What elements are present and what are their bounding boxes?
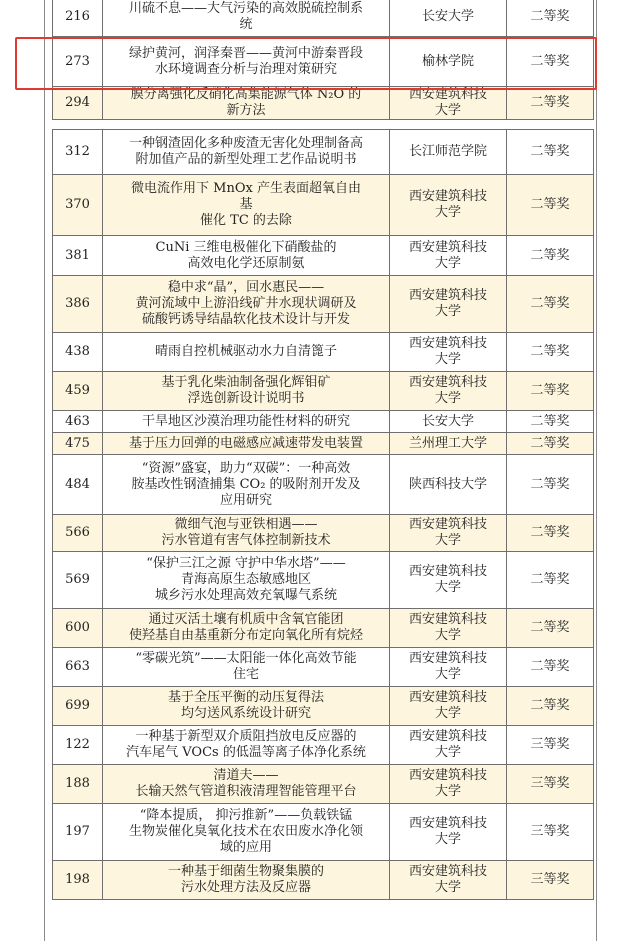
entry-number: 438 [53,333,103,372]
entry-number: 463 [53,411,103,433]
award-level: 二等奖 [507,372,594,411]
school-name: 西安建筑科技 大学 [390,552,507,609]
school-name: 长安大学 [390,0,507,37]
award-level: 二等奖 [507,648,594,687]
entry-number: 216 [53,0,103,37]
entry-number: 122 [53,726,103,765]
award-level: 二等奖 [507,0,594,37]
award-level: 三等奖 [507,726,594,765]
table-row [53,515,594,552]
award-level: 二等奖 [507,609,594,648]
highlight-box [15,37,597,90]
school-name: 西安建筑科技 大学 [390,687,507,726]
school-name: 西安建筑科技 大学 [390,804,507,861]
award-level: 二等奖 [507,333,594,372]
entry-number: 569 [53,552,103,609]
school-name: 西安建筑科技 大学 [390,861,507,900]
award-table-main [52,129,594,900]
award-level: 二等奖 [507,411,594,433]
table-row [53,861,594,900]
award-level: 三等奖 [507,804,594,861]
project-title: 微电流作用下 MnOx 产生表面超氧自由 基 催化 TC 的去除 [103,175,390,236]
table-row [53,609,594,648]
entry-number: 484 [53,455,103,515]
award-level: 二等奖 [507,37,594,87]
project-title: 通过灭活土壤有机质中含氧官能团 使羟基自由基重新分布定向氧化所有烷烃 [103,609,390,648]
award-level: 二等奖 [507,236,594,276]
award-level: 二等奖 [507,433,594,455]
entry-number: 381 [53,236,103,276]
school-name: 西安建筑科技 大学 [390,372,507,411]
project-title: 一种基于细菌生物聚集膜的 污水处理方法及反应器 [103,861,390,900]
school-name: 西安建筑科技 大学 [390,175,507,236]
award-level: 二等奖 [507,515,594,552]
table-row [53,0,594,37]
award-level: 三等奖 [507,765,594,804]
project-title: “零碳光筑”——太阳能一体化高效节能 住宅 [103,648,390,687]
school-name: 西安建筑科技 大学 [390,648,507,687]
entry-number: 475 [53,433,103,455]
entry-number: 197 [53,804,103,861]
project-title: 一种基于新型双介质阻挡放电反应器的 汽车尾气 VOCs 的低温等离子体净化系统 [103,726,390,765]
table-row [53,552,594,609]
table-row [53,333,594,372]
school-name: 长江师范学院 [390,130,507,175]
page-left-rule [44,0,45,941]
entry-number: 386 [53,276,103,333]
entry-number: 600 [53,609,103,648]
table-row [53,726,594,765]
project-title: “降本提质， 抑污推新”——负载铁锰 生物炭催化臭氧化技术在农田废水净化领 域的应用 [103,804,390,861]
project-title: 一种钢渣固化多种废渣无害化处理制备高 附加值产品的新型处理工艺作品说明书 [103,130,390,175]
entry-number: 294 [53,87,103,120]
project-title: 基于压力回弹的电磁感应减速带发电装置 [103,433,390,455]
table-row [53,276,594,333]
entry-number: 370 [53,175,103,236]
project-title: 晴雨自控机械驱动水力自清篦子 [103,333,390,372]
table-row [53,411,594,433]
school-name: 西安建筑科技 大学 [390,515,507,552]
award-level: 三等奖 [507,861,594,900]
table-row [53,236,594,276]
table-row [53,455,594,515]
project-title: 清道夫—— 长输天然气管道积液清理智能管理平台 [103,765,390,804]
school-name: 西安建筑科技 大学 [390,609,507,648]
school-name: 西安建筑科技 大学 [390,276,507,333]
entry-number: 459 [53,372,103,411]
project-title: 稳中求“晶”，回水惠民—— 黄河流域中上游沿线矿井水现状调研及 硫酸钙诱导结晶软化技术设计与开发 [103,276,390,333]
project-title: “保护三江之源 守护中华水塔”—— 青海高原生态敏感地区 城乡污水处理高效充氧曝气系统 [103,552,390,609]
table-row [53,804,594,861]
project-title: 膜分离强化反硝化高集能源气体 N₂O 的 新方法 [103,87,390,120]
award-level: 二等奖 [507,687,594,726]
table-row [53,87,594,120]
entry-number: 312 [53,130,103,175]
project-title: 绿护黄河，润泽秦晋——黄河中游秦晋段 水环境调查分析与治理对策研究 [103,37,390,87]
entry-number: 566 [53,515,103,552]
award-level: 二等奖 [507,455,594,515]
project-title: 基于乳化柴油制备强化辉钼矿 浮选创新设计说明书 [103,372,390,411]
table-row [53,648,594,687]
project-title: 川硫不息——大气污染的高效脱硫控制系 统 [103,0,390,37]
entry-number: 663 [53,648,103,687]
school-name: 兰州理工大学 [390,433,507,455]
table-row [53,130,594,175]
school-name: 长安大学 [390,411,507,433]
project-title: 微细气泡与亚铁相遇—— 污水管道有害气体控制新技术 [103,515,390,552]
table-row [53,687,594,726]
project-title: CuNi 三维电极催化下硝酸盐的 高效电化学还原制氨 [103,236,390,276]
award-level: 二等奖 [507,552,594,609]
table-row [53,765,594,804]
award-level: 二等奖 [507,130,594,175]
table-row [53,372,594,411]
school-name: 陕西科技大学 [390,455,507,515]
school-name: 榆林学院 [390,37,507,87]
project-title: 基于全压平衡的动压复得法 均匀送风系统设计研究 [103,687,390,726]
page-right-rule [596,0,597,941]
school-name: 西安建筑科技 大学 [390,726,507,765]
table-row [53,175,594,236]
award-level: 二等奖 [507,175,594,236]
school-name: 西安建筑科技 大学 [390,87,507,120]
project-title: “资源”盛宴，助力“双碳”：一种高效 胺基改性钢渣捕集 CO₂ 的吸附剂开发及 应用研究 [103,455,390,515]
school-name: 西安建筑科技 大学 [390,333,507,372]
school-name: 西安建筑科技 大学 [390,236,507,276]
entry-number: 273 [53,37,103,87]
school-name: 西安建筑科技 大学 [390,765,507,804]
entry-number: 699 [53,687,103,726]
project-title: 干旱地区沙漠治理功能性材料的研究 [103,411,390,433]
entry-number: 198 [53,861,103,900]
entry-number: 188 [53,765,103,804]
award-level: 二等奖 [507,276,594,333]
table-row [53,433,594,455]
award-level: 二等奖 [507,87,594,120]
